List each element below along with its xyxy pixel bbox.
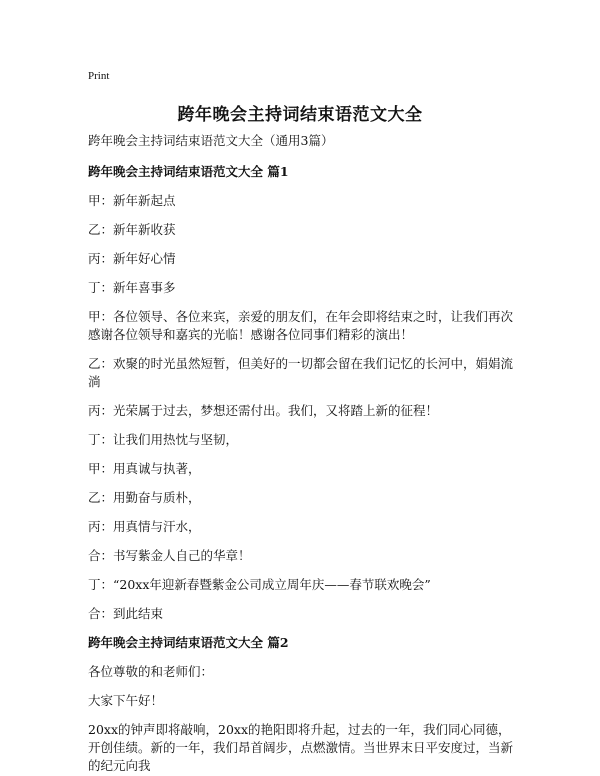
paragraph: 甲：各位领导、各位来宾，亲爱的朋友们，在年会即将结束之时，让我们再次感谢各位领导和嘉宾的光临！感谢各位同事们精彩的演出！ bbox=[88, 309, 514, 342]
paragraph: 20xx的钟声即将敲响，20xx的艳阳即将升起，过去的一年，我们同心同德，开创佳绩。新的一年，我们昂首阔步，点燃激情。当世界末日平安度过，当新的纪元向我 bbox=[88, 722, 514, 773]
section-2-heading: 跨年晚会主持词结束语范文大全 篇2 bbox=[88, 635, 289, 650]
paragraph: 乙：用勤奋与质朴， bbox=[88, 490, 201, 505]
paragraph: 丙：用真情与汗水， bbox=[88, 519, 201, 534]
paragraph: 甲：用真诚与执著， bbox=[88, 461, 201, 476]
paragraph: 乙：欢聚的时光虽然短暂，但美好的一切都会留在我们记忆的长河中，娟娟流淌 bbox=[88, 356, 514, 389]
paragraph: 各位尊敬的和老师们： bbox=[88, 664, 214, 679]
paragraph: 丙：新年好心情 bbox=[88, 251, 176, 266]
paragraph: 大家下午好！ bbox=[88, 693, 164, 708]
paragraph: 丙：光荣属于过去，梦想还需付出。我们，又将踏上新的征程！ bbox=[88, 403, 439, 418]
paragraph: 丁：让我们用热忱与坚韧， bbox=[88, 432, 239, 447]
paragraph: 丁：“20xx年迎新春暨紫金公司成立周年庆——春节联欢晚会” bbox=[88, 577, 431, 592]
paragraph: 丁：新年喜事多 bbox=[88, 280, 176, 295]
paragraph: 合：书写紫金人自己的华章！ bbox=[88, 548, 251, 563]
paragraph: 乙：新年新收获 bbox=[88, 222, 176, 237]
section-1-heading: 跨年晚会主持词结束语范文大全 篇1 bbox=[88, 164, 289, 179]
document-body bbox=[88, 132, 518, 776]
paragraph: 合：到此结束 bbox=[88, 606, 164, 621]
page-title: 跨年晚会主持词结束语范文大全 bbox=[177, 105, 423, 125]
document-subtitle: 跨年晚会主持词结束语范文大全（通用3篇） bbox=[88, 133, 334, 148]
paragraph: 甲：新年新起点 bbox=[88, 193, 176, 208]
print-link[interactable]: Print bbox=[88, 70, 110, 82]
